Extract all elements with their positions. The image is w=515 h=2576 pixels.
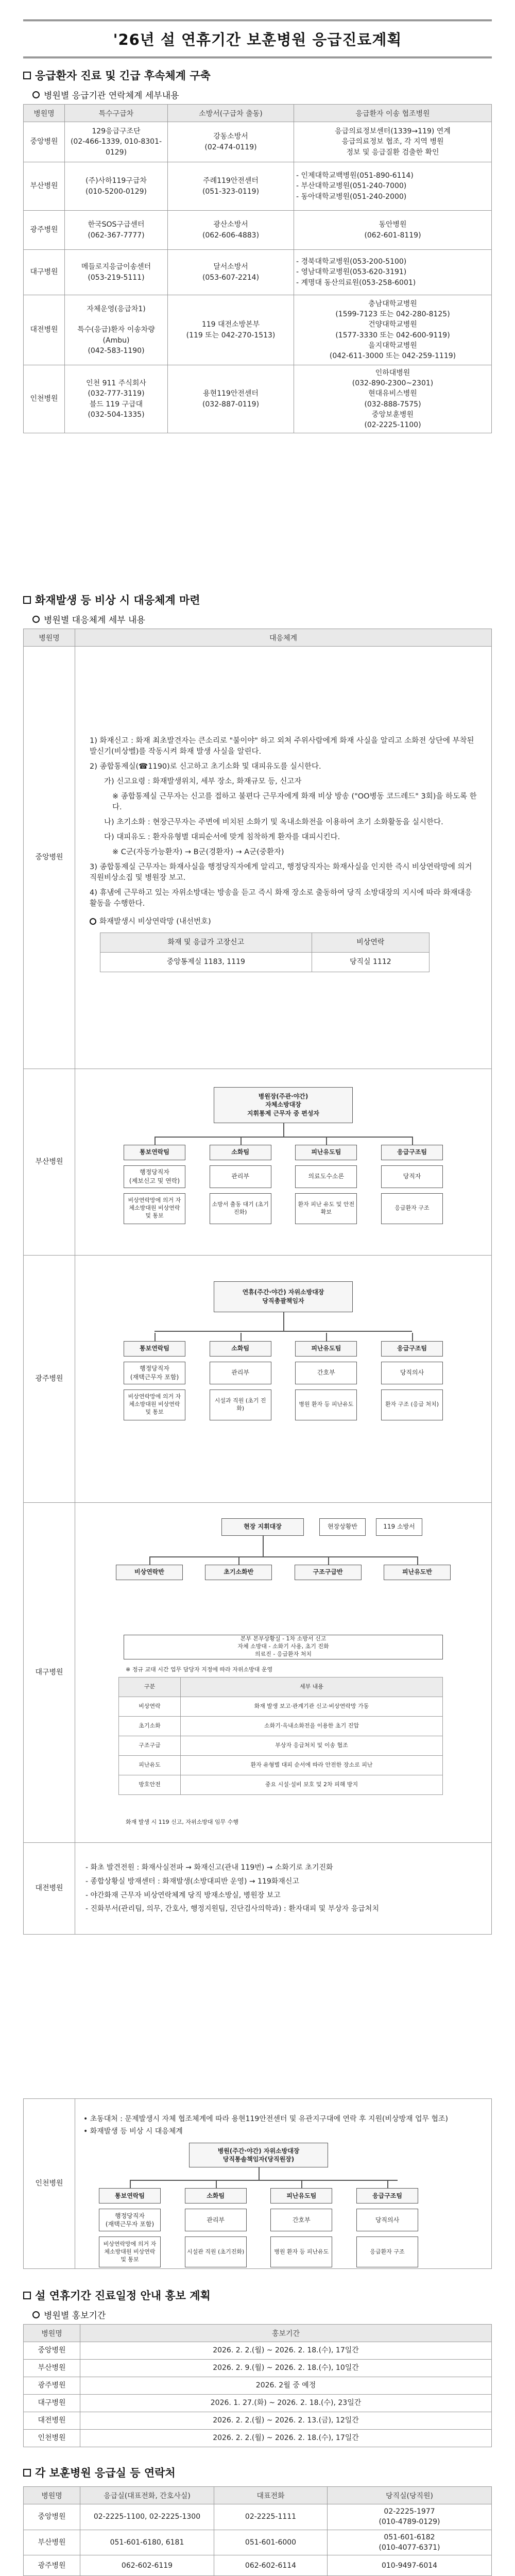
response-note: ※ C군(자동가능환자) → B군(경환자) → A군(중환자) [112,848,284,857]
org-top-box: 병원(주간·야간) 자위소방대장 당직통솔책임자(당직원장) [189,2143,328,2167]
table-cell: 구조구급 [119,1736,181,1755]
table-cell: 초기소화 [119,1716,181,1736]
square-bullet-icon [23,72,31,79]
square-bullet-icon [23,2292,31,2299]
fire-station-cell: 광산소방서 (062-606-4883) [168,211,294,250]
team-duty-box: 비상연락망에 의거 자체소방대원 비상연락 및 통보 [99,2236,161,2267]
table-header-row [24,2325,492,2342]
org-top-box: 연휴(주간·야간) 자위소방대장 당직총괄책임자 [214,1281,353,1312]
table-row [24,2530,492,2555]
section4-heading [23,2465,492,2480]
incheon-bullet: • 화재발생 등 비상 시 대응체계 [83,2127,183,2136]
document-title: '26년 설 연휴기간 보훈병원 응급진료계획 [23,20,492,58]
team-header-box: 응급구조팀 [381,1341,443,1357]
team-header-box: 소화팀 [210,1145,271,1160]
legend-text: 의료진 - 응급환자 처치 [254,1650,312,1657]
busan-response-cell [75,1069,492,1256]
connector-line [154,1137,156,1145]
table-cell: 2026. 1. 27.(화) ~ 2026. 2. 18.(수), 23일간 [80,2395,492,2412]
table-row [119,1697,443,1716]
table-cell: 화재 발생 보고·관계기관 신고·비상연락망 가동 [181,1697,443,1716]
partner-hospital-cell: 동안병원 (062-601-8119) [294,211,492,250]
table-header-row [24,2487,492,2504]
table-cell: 비상연락 [119,1697,181,1716]
hospital-name: 광주병원 [24,211,65,250]
hospital-name: 부산병원 [24,162,65,211]
connector-line [130,2180,398,2181]
connector-line [238,1556,239,1565]
section2-heading [23,592,492,607]
response-step: 3) 종합통제실 근무자는 화재사실을 행정당직자에게 알리고, 행정당직자는 화재사실을 인지한 즉시 비상연락망에 의거 직원비상소집 및 병원장 보고. [90,863,472,883]
table-row [24,1256,492,1503]
square-bullet-icon [23,596,31,604]
table-cell: 대구병원 [24,2395,80,2412]
table-cell: 062-602-6119 [80,2555,214,2576]
table-row [24,2099,492,2269]
table-cell: 대전병원 [24,2412,80,2430]
team-role-box: 간호부 [270,2209,332,2231]
connector-line [412,1137,413,1145]
table-cell: 부상자 응급처치 및 이송 협조 [181,1736,443,1755]
team-header-box: 초기소화반 [205,1565,272,1580]
response-step: 다) 대피유도 : 환자유형별 대피순서에 맞게 침착하게 환자를 대피시킨다. [104,833,340,841]
team-duty-box: 시설과 직원 (초기 진화) [210,1389,271,1420]
team-duty-box: 병원 환자 등 피난유도 [295,1389,357,1420]
ambulance-cell: 메들로지응급이송센터 (053-219-5111) [65,250,168,295]
table-row [100,933,430,953]
org-top-box: 현장 지휘대장 [221,1518,304,1536]
partner-hospital-cell: 충남대학교병원 (1599-7123 또는 042-280-8125) 건양대학교병원 (1577-3330 또는 042-600-9119) 을지대학교병원 (042-611-3000 또는 042-259-1119) [294,295,492,365]
table-cell: 중앙병원 [24,2504,80,2530]
section3-subheading-text: 병원별 홍보기간 [44,2311,106,2321]
table-cell: 방호안전 [119,1775,181,1794]
legend-text: 본부 본부상황실 - 1차 소방서 신고 [240,1635,327,1642]
fire-station-cell: 달서소방서 (053-607-2214) [168,250,294,295]
team-header-box: 소화팀 [210,1341,271,1357]
team-role-box: 당직의사 [356,2209,418,2231]
hospital-name: 광주병원 [24,1256,75,1503]
circle-bullet-icon [32,91,40,98]
table-cell: 2026. 2. 9.(월) ~ 2026. 2. 18.(수), 10일간 [80,2360,492,2377]
column-header: 구분 [119,1677,181,1697]
emergency-contact-table [23,104,492,433]
connector-line [149,1556,150,1565]
legend-box [124,1635,443,1659]
column-header: 세부 내용 [181,1677,443,1697]
circle-bullet-icon [90,918,96,925]
connector-line [154,1137,412,1138]
team-role-box: 행정당직자 (재택근무자 포함) [99,2209,161,2231]
table-row [24,1503,492,1843]
column-header: 화재 및 응급가 고장신고 [100,933,312,953]
table-row [24,2504,492,2530]
column-header: 응급환자 이송 협조병원 [294,105,492,122]
incheon-bullet-text: 초동대처 : 문제발생시 자체 협조체계에 따라 용현119안전센터 및 유관지구대에 연락 후 지원(비상방재 업무 협조) [90,2114,448,2123]
table-cell: 광주병원 [24,2377,80,2395]
column-header: 병원명 [24,2325,80,2342]
ambulance-cell: (주)사하119구급차 (010-5200-0129) [65,162,168,211]
team-role-box: 간호부 [295,1362,357,1384]
incheon-response-cell [75,2099,492,2269]
section1-heading [23,67,492,83]
table-row [24,2377,492,2395]
team-header-box: 응급구조팀 [381,1145,443,1160]
column-header: 응급실(대표전화, 간호사실) [80,2487,214,2504]
connector-line [412,1333,413,1341]
response-step: 나) 초기소화 : 현장근무자는 주변에 비치된 소화기 및 옥내소화전을 이용하여 초기 소화활동을 실시한다. [104,818,443,826]
section2-subheading-text: 병원별 대응체계 세부 내용 [44,615,145,625]
connector-line [301,2180,302,2188]
section4-heading-text: 각 보훈병원 응급실 등 연락처 [35,2467,176,2479]
table-row [24,1069,492,1256]
table-row [24,365,492,433]
column-header: 대응체계 [75,629,492,647]
hospital-name: 대전병원 [24,295,65,365]
hospital-name: 대구병원 [24,250,65,295]
contact-table [23,2486,492,2576]
team-role-box: 관리부 [210,1362,271,1384]
situation-room-box: 현장상황반 [319,1518,366,1536]
daegu-note: ※ 정규 교대 시간 업무 담당자 지정에 따라 자위소방대 운영 [126,1666,273,1673]
emergency-number-table [100,933,430,972]
org-chart [124,1080,443,1245]
ambulance-cell: 129응급구조단 (02-466-1339, 010-8301-0129) [65,122,168,162]
fire-station-cell: 용현119안전센터 (032-887-0119) [168,365,294,433]
column-header: 비상연락 [312,933,429,953]
team-duty-box: 시설관 직원 (초기진화) [185,2236,247,2267]
connector-line [241,1333,242,1341]
table-cell: 010-9497-6014 [328,2555,492,2576]
daegu-footnote: 화재 발생 시 119 신고, 자위소방대 임무 수행 [126,1818,238,1825]
connector-line [387,2180,388,2188]
square-bullet-icon [23,2469,31,2477]
column-header: 당직실(당직원) [328,2487,492,2504]
team-role-box: 행정당직자 (재택근무자 포함) [124,1362,185,1384]
team-header-box: 비상연락반 [116,1565,183,1580]
column-header: 병원명 [24,105,65,122]
gwangju-response-cell [75,1256,492,1503]
connector-line [326,1137,327,1145]
column-header: 대표전화 [214,2487,328,2504]
partner-hospital-cell: 응급의료정보센터(1339→119) 연계 응급의료정보 협조, 각 지역 병원 정보 및 응급질환 검출한 확인 [294,122,492,162]
table-cell: 2026. 2. 2.(월) ~ 2026. 2. 18.(수), 17일간 [80,2430,492,2447]
team-header-box: 소화팀 [185,2188,247,2204]
table-cell: 062-602-6114 [214,2555,328,2576]
section2-heading-text: 화재발생 등 비상 시 대응체계 마련 [35,594,200,606]
hospital-name: 인천병원 [24,2099,75,2269]
table-cell: 부산병원 [24,2530,80,2555]
fire-response-table-incheon [23,2098,492,2269]
org-chart [99,2141,428,2263]
hospital-name: 대전병원 [24,1843,75,1935]
team-header-box: 피난유도팀 [295,1145,357,1160]
table-row [24,122,492,162]
table-row [24,211,492,250]
table-cell: 02-2225-1111 [214,2504,328,2530]
hospital-name: 중앙병원 [24,647,75,1069]
table-row [24,647,492,1069]
connector-line [326,1333,327,1341]
table-cell: 인천병원 [24,2430,80,2447]
response-step: 가) 신고요령 : 화재발생위치, 세부 장소, 화재규모 등, 신고자 [104,777,302,786]
table-cell: 중요 시설·설비 보호 및 2차 피해 방지 [181,1775,443,1794]
table-row [24,2395,492,2412]
connector-line [216,2180,217,2188]
fire-station-cell: 119 대전소방본부 (119 또는 042-270-1513) [168,295,294,365]
team-header-box: 피난유도팀 [270,2188,332,2204]
team-duty-box: 환자 피난 유도 및 안전 확보 [295,1193,357,1224]
table-cell: 051-601-6182 (010-4077-6371) [328,2530,492,2555]
section1-heading-text: 응급환자 진료 및 긴급 후속체계 구축 [35,70,211,82]
column-header: 병원명 [24,2487,80,2504]
fire-response-table [23,629,492,1935]
team-role-box: 행정당직자 (제보신고 및 연락) [124,1165,185,1188]
connector-line [241,1137,242,1145]
legend-text: 자체 소방대 - 소화기 사용, 초기 진화 [237,1643,329,1650]
org-top-box: 병원장(주관·야간) 자체소방대장 지휘통제 근무자 중 편성자 [214,1087,353,1123]
team-header-box: 피난유도반 [384,1565,451,1580]
promotion-period-table [23,2324,492,2447]
partner-hospital-cell: - 경북대학교병원(053-200-5100) - 영남대학교병원(053-620-3191) - 계명대 동산의료원(053-258-6001) [294,250,492,295]
section3-subheading [32,2308,492,2321]
column-header: 소방서(구급차 출동) [168,105,294,122]
hospital-name: 중앙병원 [24,122,65,162]
response-step: 1) 화재신고 : 화재 최초발견자는 큰소리로 "불이야" 하고 외쳐 주위사람에게 화재 사실을 알리고 소화전 상단에 부착된 발신기(비상벨)를 작동시켜 화재 발생 사실을 알린다. [90,736,474,756]
section3-heading-text: 설 연휴기간 진료일정 안내 홍보 계획 [35,2290,211,2302]
response-step: 4) 휴냄에 근무하고 있는 자위소방대는 방송을 듣고 즉시 화재 장소로 출동하여 당직 소방대장의 지시에 따라 화재대응활동을 수행한다. [90,889,472,908]
connector-line [417,1556,418,1565]
team-role-box: 당직의사 [381,1362,443,1384]
column-header: 특수구급차 [65,105,168,122]
table-row [24,2342,492,2360]
daejeon-response-cell: - 화초 발견전원 : 화재사실전파 → 화재신고(관내 119번) → 소화기로 초기진화 - 종합상황실 방재센터 : 화재발생(소방대피반 운영) → 119화재신고 - 야간화재 근무자 비상연락체계 당직 방재소방실, 병원장 보고 - 진화부서(관리팀, 의무, 간호사, 행정지원팀, 진단검사의학과) : 환자대피 및 부상자 응급처치 [75,1843,492,1935]
team-duty-box: 병원 환자 등 피난유도 [270,2236,332,2267]
emergency-table-heading [90,917,477,927]
team-header-box: 통보연락팀 [124,1341,185,1357]
table-cell: 피난유도 [119,1755,181,1775]
connector-line [259,2167,260,2180]
table-cell: 051-601-6000 [214,2530,328,2555]
team-header-box: 구조구급반 [295,1565,362,1580]
table-cell: 2026. 2. 2.(월) ~ 2026. 2. 18.(수), 17일간 [80,2342,492,2360]
circle-bullet-icon [32,2311,40,2318]
table-row [24,295,492,365]
connector-line [283,1123,284,1137]
table-cell: 02-2225-1100, 02-2225-1300 [80,2504,214,2530]
connector-line [154,1333,156,1341]
table-row [24,2555,492,2576]
table-cell: 2026. 2월 중 예정 [80,2377,492,2395]
circle-bullet-icon [32,616,40,623]
table-cell: 당직실 1112 [312,953,429,972]
org-chart [118,1513,448,1833]
team-duty-box: 소방서 출동 대기 (초기 진화) [210,1193,271,1224]
table-row [24,250,492,295]
hospital-name: 대구병원 [24,1503,75,1843]
team-duty-box: 비상연락망에 의거 자체소방대원 비상연락 및 통보 [124,1389,185,1420]
central-response-cell [75,647,492,1069]
table-row [119,1775,443,1794]
response-step: 2) 종합통제실(☎1190)로 신고하고 초기소화 및 대피유도를 실시한다. [90,762,321,771]
connector-line [263,1536,264,1556]
table-header-row [24,629,492,647]
table-cell: 02-2225-1977 (010-4789-0129) [328,2504,492,2530]
hospital-name: 부산병원 [24,1069,75,1256]
daegu-info-table [118,1677,443,1795]
team-role-box: 관리부 [210,1165,271,1188]
partner-hospital-cell: 인하대병원 (032-890-2300~2301) 현대유비스병원 (032-888-7575) 중앙보훈병원 (02-2225-1100) [294,365,492,433]
section3-heading [23,2287,492,2303]
table-row [119,1755,443,1775]
hospital-name: 인천병원 [24,365,65,433]
partner-hospital-cell: - 인제대학교백병원(051-890-6114) - 부산대학교병원(051-240-7000) - 동아대학교병원(051-240-2000) [294,162,492,211]
connector-line [283,1312,284,1331]
column-header: 홍보기간 [80,2325,492,2342]
team-role-box: 당직자 [381,1165,443,1188]
table-row [24,2430,492,2447]
team-duty-box: 응급환자 구조 [381,1193,443,1224]
connector-line [149,1556,417,1557]
fire-station-cell: 주례119안전센터 (051-323-0119) [168,162,294,211]
team-duty-box: 응급환자 구조 [356,2236,418,2267]
table-row [24,162,492,211]
fire-station-cell: 강동소방서 (02-474-0119) [168,122,294,162]
emergency-table-heading-text: 화재발생시 비상연락망 (내선번호) [99,918,211,926]
table-row [24,1843,492,1935]
ambulance-cell: 자체운영(응급차1) 특수(응급)환자 이송차량(Ambu) (042-583-1190) [65,295,168,365]
team-role-box: 관리부 [185,2209,247,2231]
team-header-box: 통보연락팀 [124,1145,185,1160]
table-row [119,1677,443,1697]
team-header-box: 피난유도팀 [295,1341,357,1357]
connector-line [154,1331,412,1332]
team-duty-box: 비상연락망에 의거 자체소방대원 비상연락 및 통보 [124,1193,185,1224]
incheon-bullet-text: 화재발생 등 비상 시 대응체계 [90,2127,183,2136]
table-row [100,953,430,972]
table-row [24,2360,492,2377]
table-row [119,1716,443,1736]
section2-subheading [32,613,492,625]
section1-subheading [32,88,492,101]
table-header-row [24,105,492,122]
team-header-box: 통보연락팀 [99,2188,161,2204]
column-header: 병원명 [24,629,75,647]
response-note: ※ 종합통제실 근무자는 신고를 접하고 불편다 근무자에게 화재 비상 방송 ("OO병동 코드레드" 3회)을 하도록 한다. [112,792,477,811]
table-row [119,1736,443,1755]
connector-line [328,1556,329,1565]
org-chart [124,1266,443,1493]
team-role-box: 의료도수소론 [295,1165,357,1188]
table-cell: 중앙병원 [24,2342,80,2360]
table-cell: 2026. 2. 2.(월) ~ 2026. 2. 13.(금), 12일간 [80,2412,492,2430]
incheon-bullet: • 초동대처 : 문제발생시 자체 협조체계에 따라 용현119안전센터 및 유관지구대에 연락 후 지원(비상방재 업무 협조) [83,2114,448,2123]
fire-station-box: 119 소방서 [376,1518,422,1536]
section1-subheading-text: 병원별 응급기관 연락체계 세부내용 [44,91,179,101]
ambulance-cell: 한국SOS구급센터 (062-367-7777) [65,211,168,250]
table-cell: 광주병원 [24,2555,80,2576]
table-cell: 051-601-6180, 6181 [80,2530,214,2555]
team-duty-box: 환자 구조 (응급 처치) [381,1389,443,1420]
table-row [24,2412,492,2430]
team-header-box: 응급구조팀 [356,2188,418,2204]
table-cell: 중앙통제실 1183, 1119 [100,953,312,972]
document-page [23,0,492,2576]
connector-line [130,2180,131,2188]
table-cell: 환자 유형별 대피 순서에 따라 안전한 장소로 피난 [181,1755,443,1775]
daegu-response-cell [75,1503,492,1843]
table-cell: 부산병원 [24,2360,80,2377]
ambulance-cell: 인천 911 주식회사 (032-777-3119) 블드 119 구급대 (032-504-1335) [65,365,168,433]
table-cell: 소화기·옥내소화전을 이용한 초기 진압 [181,1716,443,1736]
